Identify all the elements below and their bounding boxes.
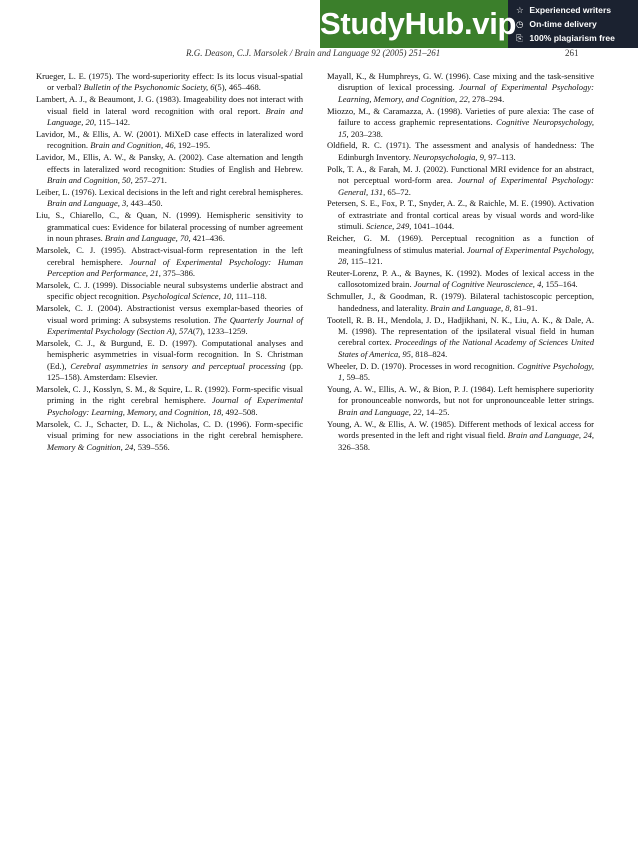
reference-entry	[36, 384, 303, 418]
reference-entry	[36, 419, 303, 453]
reference-text: Marsolek, C. J. (1999). Dissociable neural subsystems underlie abstract and specific object recognition.	[36, 279, 303, 302]
reference-text: Marsolek, C. J. (1995). Abstract-visual-form representation in the left cerebral hemisphere.	[36, 245, 303, 267]
reference-text: Reuter-Lorenz, P. A., & Baynes, K. (1992). Modes of lexical access in the callosotomized brain.	[327, 267, 594, 290]
reference-text: Leiber, L. (1976). Lexical decisions in the left and right cerebral hemispheres.	[36, 187, 303, 198]
document-check-icon: ⎘	[516, 33, 523, 43]
reference-entry	[327, 198, 594, 232]
ad-feature-label: On-time delivery	[529, 19, 597, 29]
ad-feature	[516, 31, 638, 45]
reference-source: Brain and Language, 3	[47, 198, 127, 209]
reference-source: Journal of Experimental Psychology: Learning, Memory, and Cognition, 22	[338, 82, 594, 104]
ad-feature-label: Experienced writers	[529, 5, 612, 15]
reference-entry	[327, 315, 594, 361]
reference-text: Wheeler, D. D. (1970). Processes in word recognition.	[327, 360, 518, 371]
ad-feature-list	[516, 3, 638, 45]
reference-entry	[36, 129, 303, 152]
reference-entry	[327, 268, 594, 291]
reference-pages: , 115–121.	[346, 256, 383, 266]
reference-entry	[36, 303, 303, 337]
reference-pages: , 539–556.	[133, 441, 170, 452]
reference-source: Journal of Experimental Psychology: Human Perception and Performance, 21	[47, 256, 303, 278]
reference-pages: , 81–91.	[509, 302, 538, 313]
reference-source: Neuropsychologia, 9	[413, 151, 484, 162]
reference-entry	[327, 291, 594, 314]
reference-entry	[36, 94, 303, 128]
reference-pages: , 65–72.	[383, 186, 411, 197]
ad-feature	[516, 17, 638, 31]
reference-text: Lavidor, M., & Ellis, A. W. (2001). MiXeD case effects in lateralized word recognition.	[36, 129, 303, 151]
reference-pages: (5), 465–468.	[214, 82, 261, 93]
reference-source: Brain and Language, 20	[47, 105, 303, 128]
reference-source: Cognitive Neuropsychology, 15	[338, 117, 594, 139]
reference-pages: , 97–113.	[483, 151, 516, 162]
reference-pages: (7), 1233–1259.	[192, 325, 248, 336]
reference-text: Miozzo, M., & Caramazza, A. (1998). Varieties of pure alexia: The case of failure to access graphemic representations.	[327, 105, 594, 128]
reference-entry	[36, 210, 303, 244]
clock-icon: ◷	[516, 19, 524, 29]
reference-source: Memory & Cognition, 24	[47, 441, 134, 452]
reference-source: Brain and Language, 8	[430, 302, 510, 313]
reference-pages: , 115–142.	[94, 117, 131, 128]
reference-pages: , 421–436.	[188, 233, 225, 244]
reference-pages: , 111–118.	[231, 291, 267, 302]
reference-pages: , 278–294.	[467, 93, 505, 104]
reference-text: Marsolek, C. J., & Burgund, E. D. (1997). Computational analyses and hemispheric asymmetries in visual-form recognition. In S. Christman (Ed.),	[36, 337, 303, 371]
reference-source: Journal of Cognitive Neuroscience, 4	[413, 279, 542, 290]
reference-entry	[327, 164, 594, 198]
reference-entry	[327, 384, 594, 418]
reference-entry	[36, 187, 303, 210]
reference-entry	[327, 106, 594, 140]
reference-source: Cognitive Psychology, 1	[338, 360, 594, 383]
references-right-column	[327, 71, 594, 453]
reference-pages: , 59–85.	[342, 372, 371, 383]
reference-source: Brain and Language, 70	[104, 233, 189, 244]
reference-text: Marsolek, C. J., Schacter, D. L., & Nicholas, C. D. (1996). Form-specific visual priming for new associations in the right cerebral hemisphere.	[36, 418, 303, 441]
reference-pages: , 326–358.	[338, 430, 595, 452]
ad-feature-label: 100% plagiarism free	[529, 33, 615, 43]
reference-source: Psychological Science, 10	[141, 291, 232, 302]
reference-pages: (pp. 125–158). Amsterdam: Elsevier.	[47, 360, 303, 383]
reference-text: Schmuller, J., & Goodman, R. (1979). Bilateral tachistoscopic perception, handedness, and laterality.	[327, 291, 594, 313]
running-head-citation: R.G. Deason, C.J. Marsolek / Brain and Language 92 (2005) 251–261	[186, 48, 441, 58]
reference-text: Marsolek, C. J., Kosslyn, S. M., & Squire, L. R. (1992). Form-specific visual priming in the right cerebral hemisphere.	[36, 383, 303, 406]
reference-text: Krueger, L. E. (1975). The word-superiority effect: Is its locus visual-spatial or verbal?	[36, 71, 303, 93]
studyhub-logo[interactable]: StudyHub.vip	[320, 0, 508, 48]
reference-entry	[327, 140, 594, 163]
reference-text: Petersen, S. E., Fox, P. T., Snyder, A. Z., & Raichle, M. E. (1990). Activation of extrastriate and frontal cortical areas by visual words and word-like stimuli.	[327, 198, 594, 232]
reference-entry	[36, 245, 303, 279]
page-number: 261	[565, 48, 579, 58]
reference-text: Polk, T. A., & Farah, M. J. (2002). Functional MRI evidence for an abstract, not perceptual word-form area.	[327, 163, 594, 186]
reference-entry	[36, 338, 303, 384]
star-icon: ☆	[516, 5, 524, 15]
reference-entry	[36, 71, 303, 94]
reference-source: Brain and Language, 22	[338, 406, 422, 417]
studyhub-ad-banner[interactable]	[320, 0, 638, 48]
reference-text: Young, A. W., Ellis, A. W., & Bion, P. J. (1984). Left hemisphere superiority for pronounceable nonwords, but not for unpronounceable letter strings.	[327, 383, 594, 406]
reference-source: Brain and Language, 24	[507, 430, 592, 441]
reference-source: Cerebral asymmetries in sensory and perceptual processing	[70, 360, 286, 371]
reference-text: Reicher, G. M. (1969). Perceptual recognition as a function of meaningfulness of stimulus material.	[327, 233, 594, 255]
reference-source: Journal of Experimental Psychology, 28	[338, 244, 594, 266]
reference-entry	[327, 419, 594, 453]
reference-source: Bulletin of the Psychonomic Society, 6	[83, 82, 215, 93]
reference-source: Brain and Cognition, 50	[47, 175, 131, 186]
reference-source: Brain and Cognition, 46	[90, 140, 174, 151]
reference-pages: , 192–195.	[173, 140, 211, 151]
reference-entry	[327, 71, 594, 105]
reference-entry	[327, 361, 594, 384]
reference-text: Young, A. W., & Ellis, A. W. (1985). Different methods of lexical access for words presented in the left and right visual field.	[327, 418, 594, 441]
reference-pages: , 257–271.	[130, 175, 167, 186]
reference-entry	[36, 280, 303, 303]
reference-text: Liu, S., Chiarello, C., & Quan, N. (1999). Hemispheric sensitivity to grammatical cues: Evidence for bilateral processing of number agreement in noun phrases.	[36, 210, 303, 244]
reference-text: Mayall, K., & Humphreys, G. W. (1996). Case mixing and the task-sensitive disruption of lexical processing.	[327, 71, 594, 93]
reference-text: Marsolek, C. J. (2004). Abstractionist versus exemplar-based theories of visual word priming: A subsystems resolution.	[36, 303, 303, 325]
references-left-column	[36, 71, 303, 453]
ad-feature	[516, 3, 638, 17]
reference-source: Proceedings of the National Academy of Sciences United States of America, 95	[338, 337, 594, 359]
reference-pages: , 443–450.	[126, 198, 163, 209]
reference-entry	[36, 152, 303, 186]
reference-pages: , 492–508.	[221, 406, 258, 417]
reference-text: Lavidor, M., Ellis, A. W., & Pansky, A. (2002). Case alternation and length effects in lateralized word recognition: Studies of English and Hebrew.	[36, 152, 303, 174]
reference-source: The Quarterly Journal of Experimental Psychology (Section A), 57A	[47, 314, 303, 336]
reference-entry	[327, 233, 594, 267]
reference-source: Science, 249	[366, 221, 410, 232]
reference-pages: , 1041–1044.	[409, 221, 455, 232]
reference-pages: , 203–238.	[346, 128, 383, 139]
reference-pages: , 375–386.	[158, 267, 196, 278]
reference-pages: , 155–164.	[541, 279, 578, 290]
reference-pages: , 818–824.	[410, 348, 448, 359]
reference-text: Oldfield, R. C. (1971). The assessment and analysis of handedness: The Edinburgh Inventory.	[327, 140, 594, 162]
reference-source: Journal of Experimental Psychology: General, 131	[338, 175, 594, 197]
reference-text: Lambert, A. J., & Beaumont, J. G. (1983). Imageability does not interact with visual field in lateral word recognition with oral report.	[36, 94, 303, 116]
reference-pages: , 14–25.	[421, 406, 450, 417]
reference-text: Tootell, R. B. H., Mendola, J. D., Hadjikhani, N. K., Liu, A. K., & Dale, A. M. (1998). The representation of the ipsilateral visual field in human cerebral cortex.	[327, 314, 594, 348]
reference-source: Journal of Experimental Psychology: Learning, Memory, and Cognition, 18	[47, 395, 303, 417]
